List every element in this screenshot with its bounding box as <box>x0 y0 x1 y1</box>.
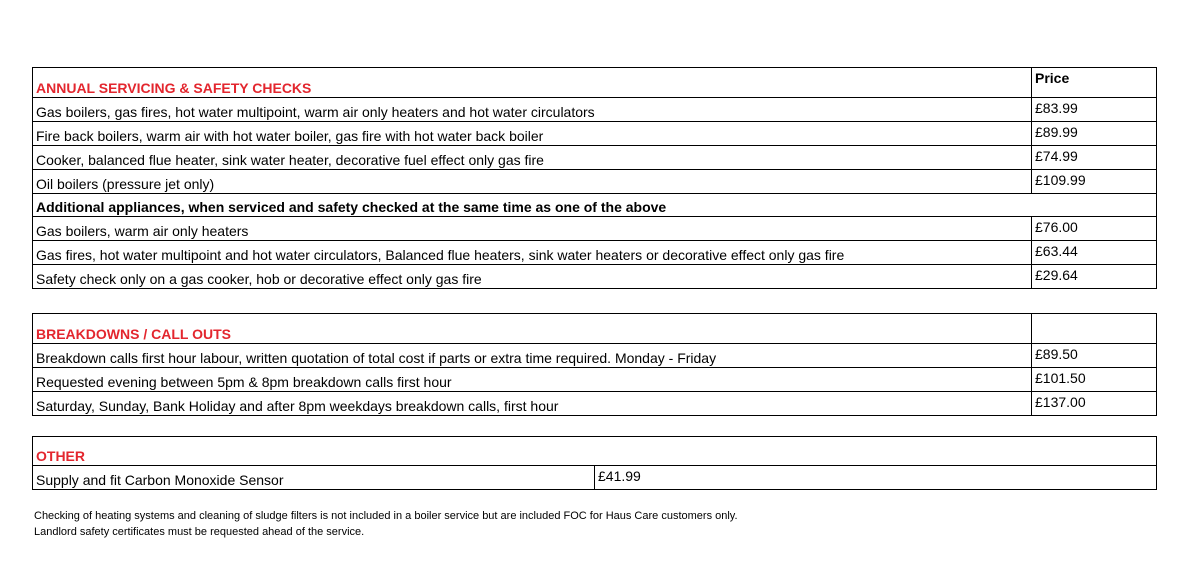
breakdowns-table <box>32 313 1157 416</box>
service-description: Supply and fit Carbon Monoxide Sensor <box>33 466 595 490</box>
service-price: £41.99 <box>595 466 1157 490</box>
service-description: Breakdown calls first hour labour, written quotation of total cost if parts or extra time required. Monday - Friday <box>33 344 1032 368</box>
service-price: £89.99 <box>1032 122 1157 146</box>
service-price: £76.00 <box>1032 217 1157 241</box>
table-header-row <box>33 437 1157 466</box>
section-title: BREAKDOWNS / CALL OUTS <box>33 314 1032 344</box>
additional-appliances-subheader-row <box>33 194 1157 217</box>
service-description: Gas boilers, gas fires, hot water multipoint, warm air only heaters and hot water circulators <box>33 98 1032 122</box>
service-price: £101.50 <box>1032 368 1157 392</box>
table-row <box>33 122 1157 146</box>
service-price: £63.44 <box>1032 241 1157 265</box>
service-price: £29.64 <box>1032 265 1157 289</box>
service-description: Requested evening between 5pm & 8pm breakdown calls first hour <box>33 368 1032 392</box>
price-column-header <box>1032 314 1157 344</box>
table-row <box>33 98 1157 122</box>
footnote-sludge-filters: Checking of heating systems and cleaning of sludge filters is not included in a boiler service but are included FOC for Haus Care customers only. <box>34 510 738 522</box>
footnote-landlord-certificates: Landlord safety certificates must be requested ahead of the service. <box>34 526 365 538</box>
service-price: £89.50 <box>1032 344 1157 368</box>
table-row <box>33 217 1157 241</box>
service-description: Cooker, balanced flue heater, sink water heater, decorative fuel effect only gas fire <box>33 146 1032 170</box>
table-row <box>33 241 1157 265</box>
table-row <box>33 170 1157 194</box>
service-description: Fire back boilers, warm air with hot water boiler, gas fire with hot water back boiler <box>33 122 1032 146</box>
service-description: Safety check only on a gas cooker, hob or decorative effect only gas fire <box>33 265 1032 289</box>
footnotes <box>34 508 738 540</box>
table-header-row <box>33 314 1157 344</box>
table-row <box>33 466 1157 490</box>
service-description: Saturday, Sunday, Bank Holiday and after 8pm weekdays breakdown calls, first hour <box>33 392 1032 416</box>
annual-servicing-table <box>32 67 1157 289</box>
other-table <box>32 436 1157 490</box>
additional-appliances-title: Additional appliances, when serviced and safety checked at the same time as one of the above <box>33 194 1157 217</box>
table-header-row <box>33 68 1157 98</box>
service-price: £109.99 <box>1032 170 1157 194</box>
table-row <box>33 265 1157 289</box>
table-row <box>33 368 1157 392</box>
table-row <box>33 392 1157 416</box>
table-row <box>33 344 1157 368</box>
service-description: Gas boilers, warm air only heaters <box>33 217 1032 241</box>
table-row <box>33 146 1157 170</box>
service-price: £137.00 <box>1032 392 1157 416</box>
service-price: £83.99 <box>1032 98 1157 122</box>
section-title: OTHER <box>33 437 1157 466</box>
service-description: Oil boilers (pressure jet only) <box>33 170 1032 194</box>
service-description: Gas fires, hot water multipoint and hot water circulators, Balanced flue heaters, sink water heaters or decorative effect only gas fire <box>33 241 1032 265</box>
price-column-header: Price <box>1032 68 1157 98</box>
service-price: £74.99 <box>1032 146 1157 170</box>
section-title: ANNUAL SERVICING & SAFETY CHECKS <box>33 68 1032 98</box>
